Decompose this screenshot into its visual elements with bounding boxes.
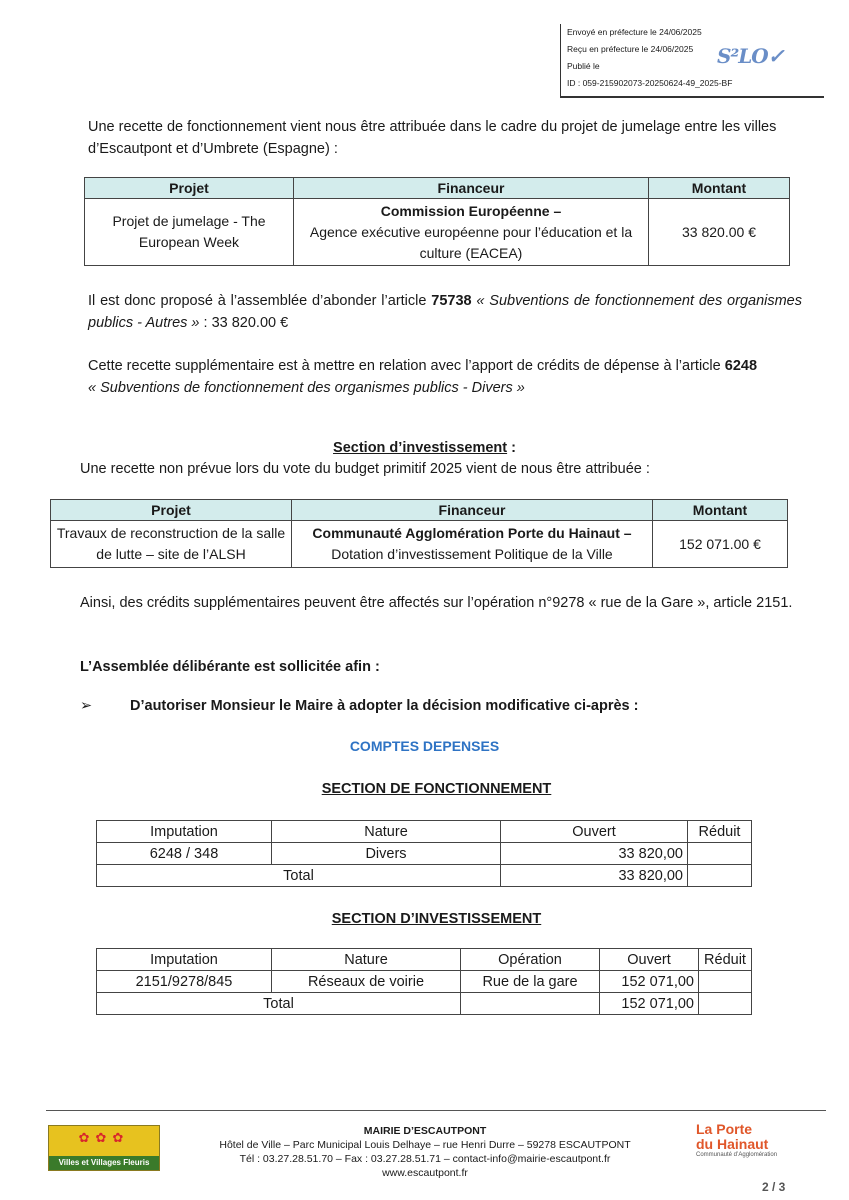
col-imputation: Imputation bbox=[97, 821, 272, 843]
footer-divider bbox=[46, 1110, 826, 1111]
cell-nature: Réseaux de voirie bbox=[272, 971, 461, 993]
cell-imputation: 2151/9278/845 bbox=[97, 971, 272, 993]
col-financeur: Financeur bbox=[294, 178, 649, 199]
table-header-row bbox=[51, 500, 788, 521]
col-nature: Nature bbox=[272, 949, 461, 971]
cell-imputation: 6248 / 348 bbox=[97, 843, 272, 865]
col-reduit: Réduit bbox=[688, 821, 752, 843]
financeur-detail: Agence exécutive européenne pour l’éducation et la culture (EACEA) bbox=[309, 223, 633, 261]
cell-operation bbox=[461, 993, 600, 1015]
flowers-icon: ✿✿✿ bbox=[78, 1130, 130, 1145]
logo-sub: Communauté d’Agglomération bbox=[696, 1152, 778, 1158]
article-title: « Subventions de fonctionnement des organismes publics - Divers » bbox=[88, 380, 525, 396]
stamp-received: Reçu en préfecture le 24/06/2025 bbox=[567, 44, 694, 54]
total-value: 33 820,00 bbox=[501, 865, 688, 887]
bullet-arrow-icon: ➢ bbox=[80, 698, 93, 714]
comptes-depenses-title: COMPTES DEPENSES bbox=[349, 738, 500, 754]
cell-reduit bbox=[699, 993, 752, 1015]
paragraph-article-75738 bbox=[88, 290, 802, 334]
col-imputation: Imputation bbox=[97, 949, 272, 971]
paragraph-article-6248 bbox=[88, 355, 802, 399]
intro-paragraph: Une recette de fonctionnement vient nous être attribuée dans le cadre du projet de jumelage entre les villes d’Escautpont et d’Umbrete (Espagne) : bbox=[88, 119, 777, 157]
footer-contact: Tél : 03.27.28.51.70 – Fax : 03.27.28.51.71 – contact-info@mairie-escautpont.fr bbox=[239, 1153, 611, 1165]
total-value: 152 071,00 bbox=[600, 993, 699, 1015]
stamp-published: Publié le bbox=[567, 61, 600, 71]
footer-address-line: Hôtel de Ville – Parc Municipal Louis Delhaye – rue Henri Durre – 59278 ESCAUTPONT bbox=[219, 1139, 631, 1151]
table-total-row bbox=[97, 865, 752, 887]
assembly-title: L’Assemblée délibérante est sollicitée afin : bbox=[80, 659, 380, 675]
article-title: « Subventions de fonctionnement des organismes publics - Autres » bbox=[88, 293, 802, 331]
financeur-name: Commission Européenne – bbox=[380, 202, 562, 219]
cell-ouvert: 33 820,00 bbox=[501, 843, 688, 865]
section-investment-heading bbox=[0, 437, 849, 459]
table-row bbox=[51, 521, 788, 568]
table-total-row bbox=[97, 993, 752, 1015]
col-ouvert: Ouvert bbox=[501, 821, 688, 843]
funding-table-investment bbox=[50, 499, 788, 568]
section-title: Section d’investissement bbox=[333, 440, 508, 456]
stamp-id: ID : 059-215902073-20250624-49_2025-BF bbox=[567, 78, 733, 88]
table-row bbox=[97, 971, 752, 993]
cell-reduit bbox=[688, 865, 752, 887]
table-row bbox=[97, 843, 752, 865]
financeur-detail: Dotation d’investissement Politique de la Ville bbox=[331, 546, 613, 562]
page-number: 2 / 3 bbox=[762, 1180, 786, 1194]
cell-nature: Divers bbox=[272, 843, 501, 865]
col-ouvert: Ouvert bbox=[600, 949, 699, 971]
cell-projet: Travaux de reconstruction de la salle de lutte – site de l’ALSH bbox=[51, 521, 292, 568]
porte-du-hainaut-logo bbox=[696, 1122, 806, 1159]
cell-montant: 152 071.00 € bbox=[653, 521, 788, 568]
cell-reduit bbox=[699, 971, 752, 993]
stamp-sent: Envoyé en préfecture le 24/06/2025 bbox=[567, 27, 702, 37]
villes-villages-fleuris-logo bbox=[48, 1125, 160, 1171]
para3-text: Cette recette supplémentaire est à mettre en relation avec l’apport de crédits de dépense à l’article bbox=[88, 358, 725, 374]
col-montant: Montant bbox=[653, 500, 788, 521]
section-fonctionnement-title: SECTION DE FONCTIONNEMENT bbox=[321, 781, 552, 797]
col-operation: Opération bbox=[461, 949, 600, 971]
budget-table-fonctionnement bbox=[96, 820, 752, 887]
table-header-row bbox=[97, 949, 752, 971]
financeur-name: Communauté Agglomération Porte du Hainaut – bbox=[312, 525, 632, 541]
table-row bbox=[85, 199, 790, 266]
article-number: 75738 bbox=[431, 293, 472, 309]
col-reduit: Réduit bbox=[699, 949, 752, 971]
col-financeur: Financeur bbox=[292, 500, 653, 521]
col-projet: Projet bbox=[51, 500, 292, 521]
col-montant: Montant bbox=[649, 178, 790, 199]
footer-name: MAIRIE D’ESCAUTPONT bbox=[363, 1125, 487, 1137]
total-label: Total bbox=[97, 993, 461, 1015]
funding-table-operating bbox=[84, 177, 790, 266]
para2-text: Il est donc proposé à l’assemblée d’abonder l’article bbox=[88, 293, 432, 309]
section-title-colon: : bbox=[507, 440, 516, 456]
cell-ouvert: 152 071,00 bbox=[600, 971, 699, 993]
table-header-row bbox=[97, 821, 752, 843]
cell-operation: Rue de la gare bbox=[461, 971, 600, 993]
col-projet: Projet bbox=[85, 178, 294, 199]
cell-financeur bbox=[292, 521, 653, 568]
total-label: Total bbox=[97, 865, 501, 887]
logo-line2: du Hainaut bbox=[696, 1136, 769, 1152]
footer-address bbox=[190, 1124, 660, 1180]
paragraph-operation-9278: Ainsi, des crédits supplémentaires peuvent être affectés sur l’opération n°9278 « rue de la Gare », article 2151. bbox=[80, 595, 793, 611]
section-investment-text: Une recette non prévue lors du vote du budget primitif 2025 vient de nous être attribuée : bbox=[80, 461, 650, 477]
article-number: 6248 bbox=[724, 358, 758, 374]
cell-montant: 33 820.00 € bbox=[649, 199, 790, 266]
logo-line1: La Porte bbox=[696, 1121, 753, 1137]
budget-table-investissement bbox=[96, 948, 752, 1015]
footer-website[interactable]: www.escautpont.fr bbox=[382, 1167, 468, 1179]
logo-label: Villes et Villages Fleuris bbox=[49, 1156, 159, 1170]
cell-financeur bbox=[294, 199, 649, 266]
col-nature: Nature bbox=[272, 821, 501, 843]
stamp-signature: S²LO✓ bbox=[717, 44, 784, 68]
prefecture-stamp bbox=[560, 24, 824, 98]
assembly-item: D’autoriser Monsieur le Maire à adopter la décision modificative ci-après : bbox=[130, 698, 639, 714]
cell-reduit bbox=[688, 843, 752, 865]
article-amount: : 33 820.00 € bbox=[199, 315, 289, 331]
cell-projet: Projet de jumelage - The European Week bbox=[85, 199, 294, 266]
table-header-row bbox=[85, 178, 790, 199]
section-investissement-title: SECTION D’INVESTISSEMENT bbox=[331, 911, 542, 927]
